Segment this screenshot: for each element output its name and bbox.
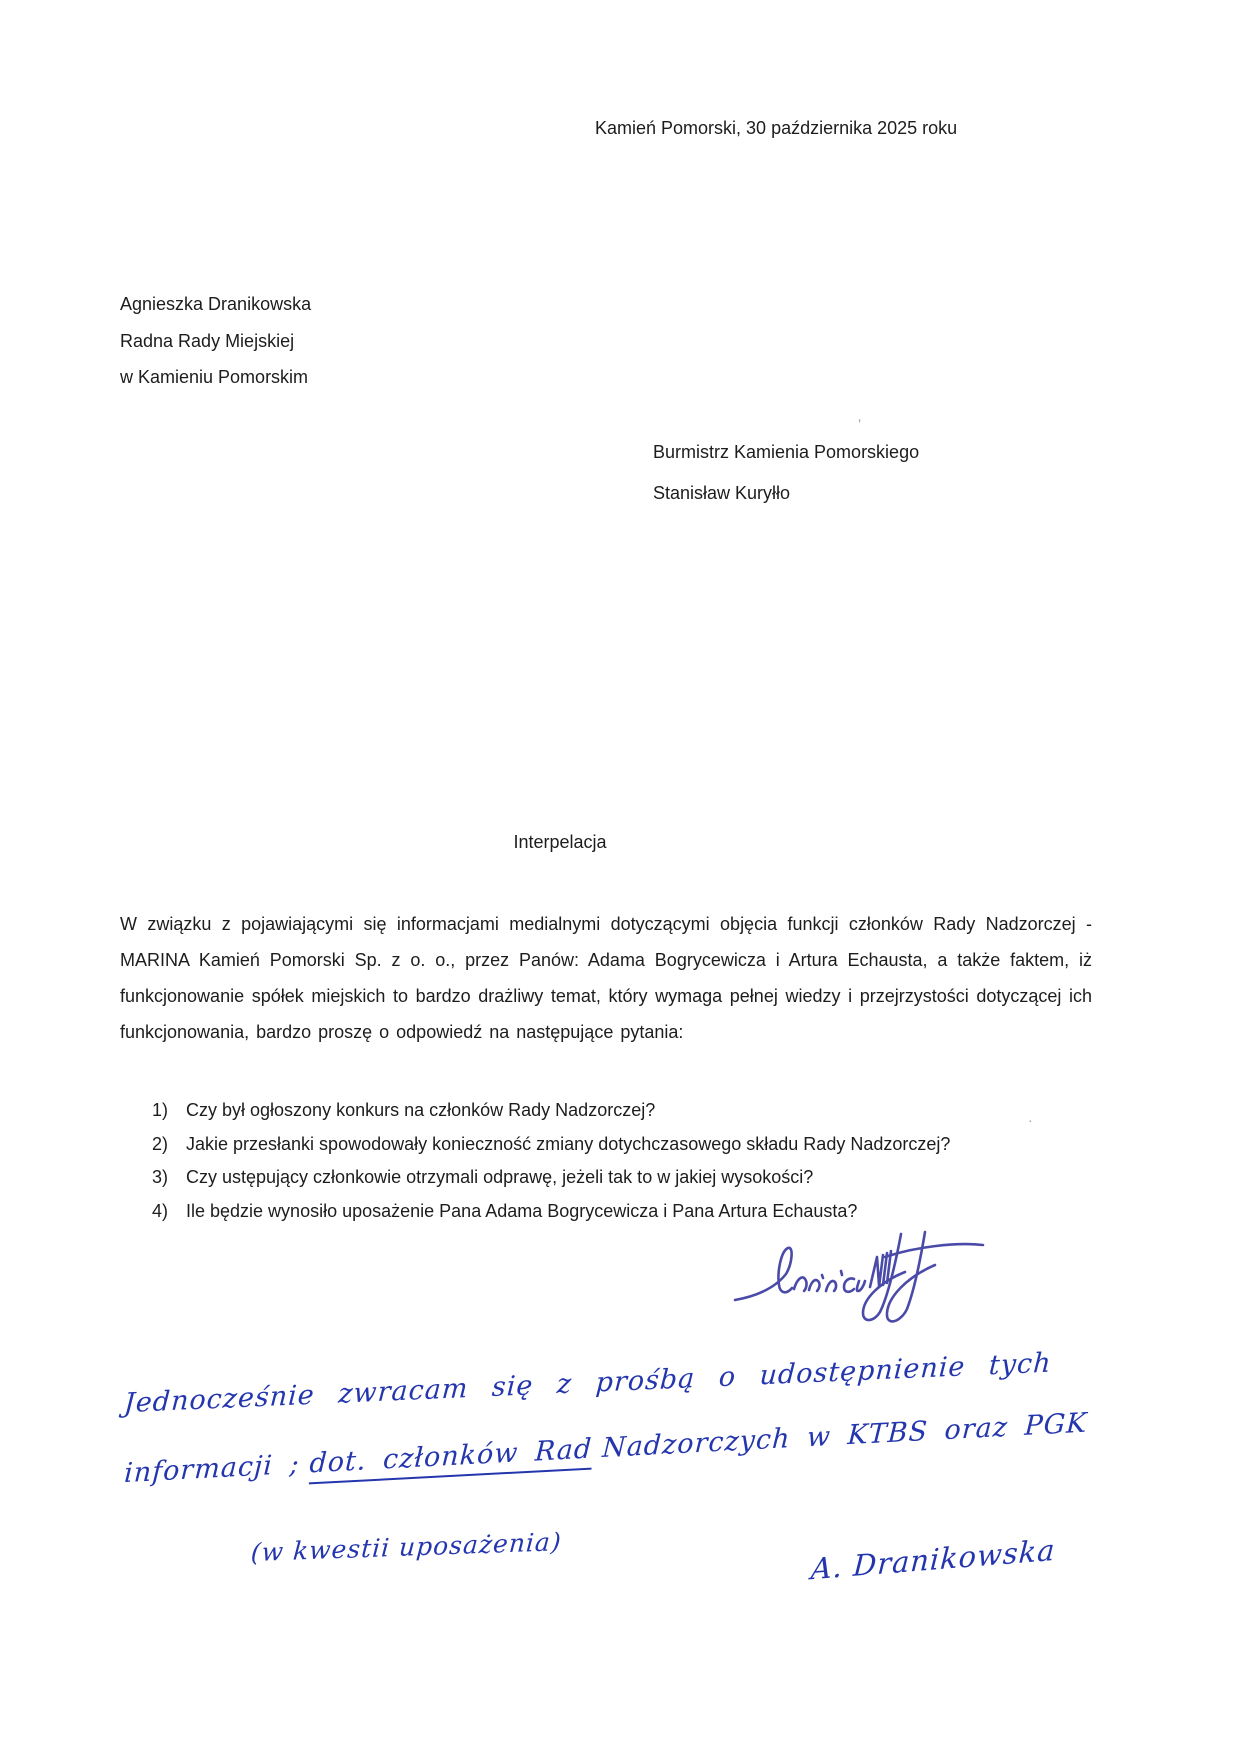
- scan-artifact: ·: [1028, 1112, 1033, 1128]
- scan-artifact: ’: [858, 416, 862, 432]
- handwritten-note-line3: (w kwestii uposażenia): [249, 1527, 563, 1568]
- question-number: 4): [152, 1200, 169, 1221]
- sender-block: [120, 286, 311, 396]
- question-item: [152, 1161, 950, 1195]
- question-number: 3): [152, 1167, 169, 1187]
- recipient-block: [653, 432, 919, 514]
- questions-list: [152, 1094, 950, 1228]
- sender-role: Radna Rady Miejskiej: [120, 330, 295, 351]
- question-number: 1): [152, 1100, 169, 1120]
- recipient-office: Burmistrz Kamienia Pomorskiego: [653, 442, 920, 462]
- document-title: Interpelacja: [513, 832, 607, 852]
- question-item: [152, 1195, 950, 1229]
- handwritten-signature-scrawl: [733, 1226, 989, 1334]
- question-number: 2): [152, 1133, 169, 1154]
- note-line2-post: Nadzorczych w KTBS oraz PGK: [601, 1407, 1089, 1465]
- recipient-name: Stanisław Kuryłło: [653, 483, 791, 503]
- note-line2-pre: informacji ;: [123, 1448, 301, 1490]
- question-item: [152, 1094, 950, 1128]
- question-text: Czy ustępujący członkowie otrzymali odprawę, jeżeli tak to w jakiej wysokości?: [186, 1167, 814, 1187]
- question-item: [152, 1128, 950, 1162]
- question-text: Ile będzie wynosiło uposażenie Pana Adama Bogrycewicza i Pana Artura Echausta?: [186, 1200, 858, 1221]
- question-text: Jakie przesłanki spowodowały konieczność zmiany dotychczasowego składu Rady Nadzorczej?: [186, 1133, 951, 1154]
- handwritten-note-signature: A. Dranikowska: [809, 1532, 1057, 1587]
- question-text: Czy był ogłoszony konkurs na członków Rady Nadzorczej?: [186, 1100, 656, 1120]
- body-paragraph: W związku z pojawiającymi się informacjami medialnymi dotyczącymi objęcia funkcji członków Rady Nadzorczej - MARINA Kamień Pomorski Sp. z o. o., przez Panów: Adama Bogrycewicza i Artura Echausta, a także faktem, iż funkcjonowanie spółek miejskich to bardzo drażliwy temat, który wymaga pełnej wiedzy i przejrzystości dotyczącej ich funkcjonowania, bardzo proszę o odpowiedź na następujące pytania:: [120, 914, 1092, 1042]
- handwritten-note-line1: Jednocześnie zwracam się z prośbą o udostępnienie tych: [123, 1347, 1053, 1420]
- sender-place: w Kamieniu Pomorskim: [120, 367, 309, 387]
- handwritten-note-line2: [123, 1408, 1088, 1490]
- date-line: Kamień Pomorski, 30 października 2025 roku: [595, 118, 958, 138]
- note-line2-underlined: dot. członków Rad: [309, 1433, 593, 1484]
- sender-name: Agnieszka Dranikowska: [120, 294, 312, 314]
